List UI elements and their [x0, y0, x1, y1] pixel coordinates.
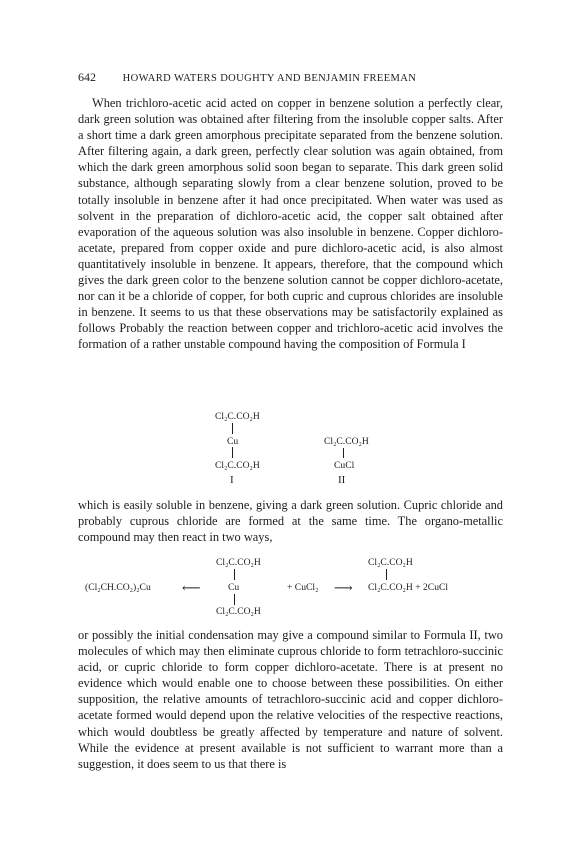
- formula-2-label: II: [338, 474, 346, 486]
- formula-2-bottom: CuCl: [334, 460, 355, 471]
- page-header: [78, 70, 508, 85]
- paragraph-3: or possibly the initial condensation may give a compound similar to Formula II, two molecules of which may then eliminate cuprous chloride to form tetrachloro-succinic acid, or cupric chloride to form copper dichloro-acetate. There is at present no evidence which would enable one to choose between these possibilities. On either supposition, the relative amounts of tetrachloro-succinic acid and copper dichloro-acetate formed would depend upon the relative velocities of the respective reactions, which would doubtless be greatly affected by temperature and nature of solvent. While the evidence at present available is not sufficient to warrant more than a suggestion, it does seem to us that there is: [78, 628, 503, 771]
- formula-1-bond-upper: [232, 423, 233, 434]
- equation-right-bond: [386, 569, 387, 580]
- equation-center-top: Cl₂C.CO₂H: [216, 557, 261, 568]
- equation-center-bottom: Cl₂C.CO₂H: [216, 606, 261, 617]
- paragraph-2: which is easily soluble in benzene, giving a dark green solution. Cupric chloride and probably cuprous chloride are formed at the same time. The organo-metallic compound may then react in two ways,: [78, 498, 503, 545]
- formula-1-bond-lower: [232, 447, 233, 458]
- equation-center-bond-upper: [234, 569, 235, 580]
- page-number: 642: [78, 70, 96, 84]
- paragraph-1: When trichloro-acetic acid acted on copper in benzene solution a perfectly clear, dark green solution was obtained after filtering from the insoluble copper salts. After a short time a dark green amorphous precipitate separated from the benzene solution. After filtering again, a dark green, perfectly clear solution was again obtained, from which the dark green amorphous solid soon began to separate. This dark green solid substance, although separating slowly from a clear benzene solution, proved to be totally insoluble in benzene after it had once precipitated. When water was used as solvent in the preparation of dichloro-acetic acid, the copper salt obtained after evaporation of the aqueous solution was also insoluble in benzene. Copper dichloro-acetate, prepared from copper oxide and pure dichloro-acetic acid, is also almost quantitatively insoluble in benzene. It appears, therefore, that the compound which gives the dark green color to the benzene solution cannot be copper dichloro-acetate, nor can it be a chloride of copper, for both cupric and cuprous chlorides are insoluble in benzene. It seems to us that these observations may be satisfactorily explained as follows Probably the reaction between copper and trichloro-acetic acid involves the formation of a rather unstable compound having the composition of Formula I: [78, 96, 503, 352]
- formula-2-bond: [343, 448, 344, 458]
- equation-reagent: + CuCl₂: [287, 582, 319, 593]
- right-arrow-icon: ⟶: [334, 580, 353, 595]
- formula-2-top: Cl₂C.CO₂H: [324, 436, 369, 447]
- running-title: HOWARD WATERS DOUGHTY AND BENJAMIN FREEMAN: [122, 73, 417, 84]
- formula-1-middle: Cu: [227, 436, 239, 447]
- equation-right-top: Cl₂C.CO₂H: [368, 557, 413, 568]
- formula-1-label: I: [230, 474, 234, 486]
- left-arrow-icon: ⟵: [182, 580, 201, 595]
- formula-1-bottom: Cl₂C.CO₂H: [215, 460, 260, 471]
- equation-right-bottom: Cl₂C.CO₂H + 2CuCl: [368, 582, 449, 593]
- formula-1-top: Cl₂C.CO₂H: [215, 411, 260, 422]
- equation-center-bond-lower: [234, 594, 235, 605]
- equation-center-middle: Cu: [228, 582, 240, 593]
- equation-left-product: (Cl₂CH.CO₂)₂Cu: [85, 582, 151, 593]
